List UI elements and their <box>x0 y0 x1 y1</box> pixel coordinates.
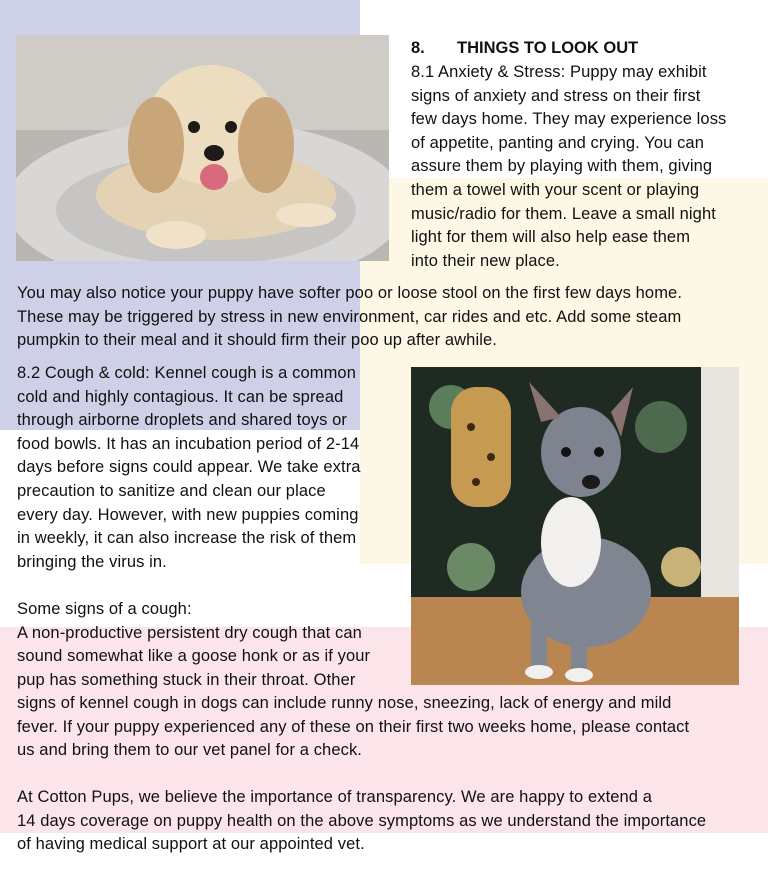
section-number: 8. <box>411 39 425 57</box>
closing-line: 14 days coverage on puppy health on the above symptoms as we understand the importance <box>17 811 707 830</box>
anxiety-line: them a towel with your scent or playing <box>411 180 700 199</box>
cough-line: bringing the virus in. <box>17 552 167 571</box>
cough-line: precaution to sanitize and clean our place <box>17 481 326 500</box>
signs-line: A non-productive persistent dry cough that can <box>17 623 362 642</box>
signs-continued-paragraph <box>17 692 768 763</box>
section-heading <box>411 39 638 58</box>
cough-line: 8.2 Cough & cold: Kennel cough is a common <box>17 364 356 382</box>
poo-note-paragraph <box>17 282 768 353</box>
signs-line: sound somewhat like a goose honk or as if your <box>17 647 371 666</box>
anxiety-line: 8.1 Anxiety & Stress: Puppy may exhibit <box>411 63 707 81</box>
anxiety-line: few days home. They may experience loss <box>411 110 727 129</box>
greyhound-puppy-photo <box>411 367 739 685</box>
anxiety-line: music/radio for them. Leave a small night <box>411 204 716 223</box>
closing-line: At Cotton Pups, we believe the importance of transparency. We are happy to extend a <box>17 788 653 806</box>
signs-heading: Some signs of a cough: <box>17 600 192 618</box>
section-title: THINGS TO LOOK OUT <box>457 39 639 57</box>
anxiety-line: signs of anxiety and stress on their first <box>411 86 701 105</box>
anxiety-paragraph <box>411 61 768 273</box>
anxiety-line: light for them will also help ease them <box>411 228 691 247</box>
anxiety-line: assure them by playing with them, giving <box>411 157 713 176</box>
closing-paragraph <box>17 786 768 857</box>
poo-note-line: pumpkin to their meal and it should firm their poo up after awhile. <box>17 331 497 350</box>
poo-note-line: You may also notice your puppy have softer poo or loose stool on the first few days home. <box>17 284 682 302</box>
puppy-bed-photo <box>16 35 389 261</box>
closing-line: of having medical support at our appointed vet. <box>17 835 365 854</box>
cough-line: days before signs could appear. We take extra <box>17 458 361 477</box>
signs-line: pup has something stuck in their throat. Other <box>17 670 356 689</box>
poo-note-line: These may be triggered by stress in new environment, car rides and etc. Add some steam <box>17 307 682 326</box>
signs-line: fever. If your puppy experienced any of these on their first two weeks home, please contact <box>17 717 690 736</box>
cough-line: every day. However, with new puppies coming <box>17 505 359 524</box>
signs-line: us and bring them to our vet panel for a check. <box>17 741 362 760</box>
cough-line: through airborne droplets and shared toys or <box>17 411 348 430</box>
anxiety-line: into their new place. <box>411 251 560 270</box>
cough-line: cold and highly contagious. It can be spread <box>17 387 344 406</box>
cough-line: food bowls. It has an incubation period of 2-14 <box>17 434 360 453</box>
signs-paragraph <box>17 598 411 692</box>
cough-paragraph <box>17 362 411 574</box>
signs-line: signs of kennel cough in dogs can include runny nose, sneezing, lack of energy and mild <box>17 694 672 712</box>
anxiety-line: of appetite, panting and crying. You can <box>411 133 704 152</box>
cough-line: in weekly, it can also increase the risk of them <box>17 529 357 548</box>
